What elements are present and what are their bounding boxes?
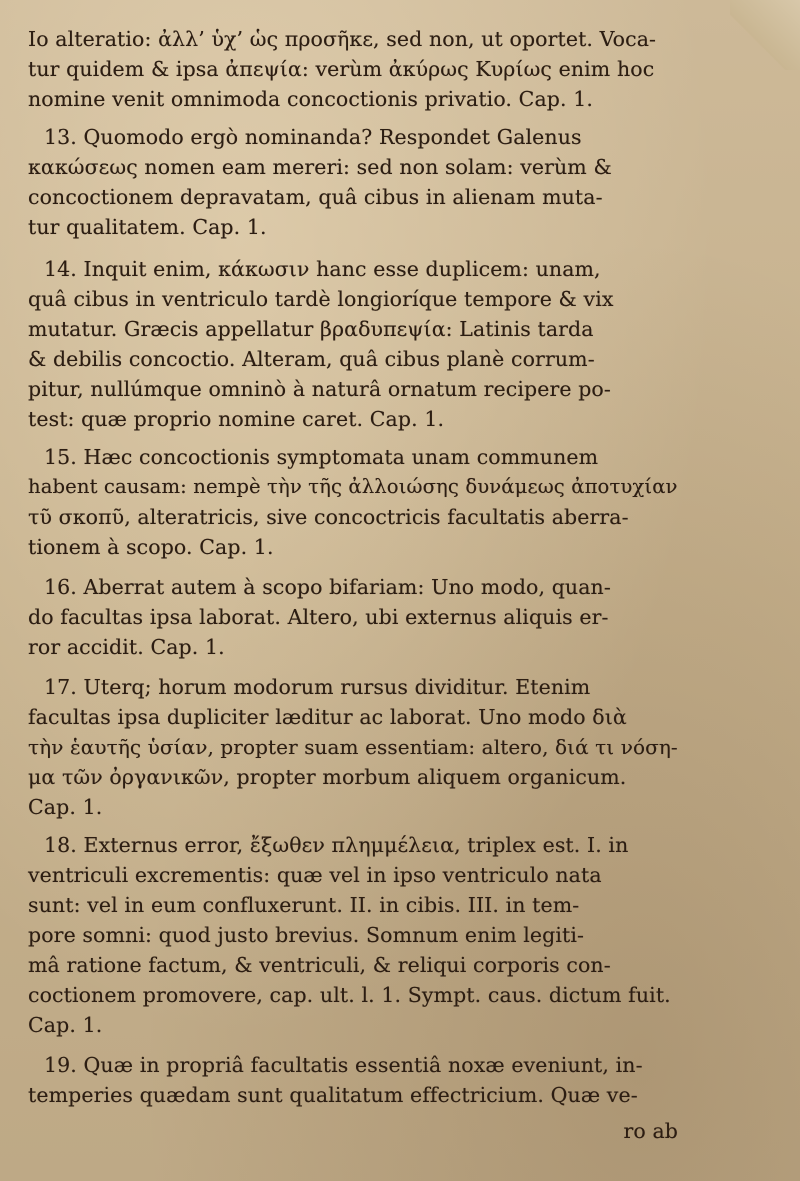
catchword: ro ab	[623, 1119, 678, 1143]
text-line: do facultas ipsa laborat. Altero, ubi externus aliquis er-	[28, 605, 609, 629]
page-corner-fold	[730, 0, 800, 70]
text-line: tur quidem & ipsa ἀπεψία: verùm ἀκύρως Κυρίως enim hoc	[28, 57, 655, 81]
text-line: 15. Hæc concoctionis symptomata unam communem	[44, 445, 599, 469]
text-line: nomine venit omnimoda concoctionis privatio. Cap. 1.	[28, 87, 593, 111]
text-line: 19. Quæ in propriâ facultatis essentiâ noxæ eveniunt, in-	[44, 1053, 643, 1077]
text-line: Cap. 1.	[28, 1013, 103, 1037]
text-line: tur qualitatem. Cap. 1.	[28, 215, 267, 239]
text-line: coctionem promovere, cap. ult. l. 1. Sympt. caus. dictum fuit.	[28, 983, 671, 1007]
text-line: test: quæ proprio nomine caret. Cap. 1.	[28, 407, 445, 431]
text-line: τῦ σκοπῦ, alteratricis, sive concoctricis facultatis aberra-	[28, 505, 629, 529]
text-line: pitur, nullúmque omninò à naturâ ornatum recipere po-	[28, 377, 611, 401]
text-line: 18. Externus error, ἔξωθεν πλημμέλεια, triplex est. I. in	[44, 833, 629, 857]
text-line: 17. Uterq; horum modorum rursus dividitur. Etenim	[44, 675, 591, 699]
text-line: Io alteratio: ἀλλ’ ὑχ’ ὡς προσῆκε, sed non, ut oportet. Voca-	[28, 27, 657, 51]
text-line: μα τῶν ὀργανικῶν, propter morbum aliquem organicum.	[28, 765, 627, 789]
text-line: concoctionem depravatam, quâ cibus in alienam muta-	[28, 185, 603, 209]
text-line: facultas ipsa dupliciter læditur ac laborat. Uno modo διὰ	[28, 705, 627, 729]
text-line: 13. Quomodo ergò nominanda? Respondet Galenus	[44, 125, 582, 149]
text-line: τὴν ἑαυτῆς ὑσίαν, propter suam essentiam: altero, διά τι νόση-	[28, 735, 678, 759]
text-line: tionem à scopo. Cap. 1.	[28, 535, 274, 559]
text-line: κακώσεως nomen eam mereri: sed non solam: verùm &	[28, 155, 612, 179]
text-line: mâ ratione factum, & ventriculi, & reliqui corporis con-	[28, 953, 611, 977]
text-line: 14. Inquit enim, κάκωσιν hanc esse duplicem: unam,	[44, 257, 601, 281]
text-line: & debilis concoctio. Alteram, quâ cibus planè corrum-	[28, 347, 595, 371]
text-line: quâ cibus in ventriculo tardè longioríque tempore & vix	[28, 287, 614, 311]
text-line: temperies quædam sunt qualitatum effectricium. Quæ ve-	[28, 1083, 638, 1107]
text-line: pore somni: quod justo brevius. Somnum enim legiti-	[28, 923, 585, 947]
text-line: mutatur. Græcis appellatur βραδυπεψία: Latinis tarda	[28, 317, 594, 341]
text-line: Cap. 1.	[28, 795, 103, 819]
text-line: habent causam: nempè τὴν τῆς ἀλλοιώσης δυνάμεως ἀποτυχίαν	[28, 475, 678, 498]
text-line: sunt: vel in eum confluxerunt. II. in cibis. III. in tem-	[28, 893, 580, 917]
text-line: ventriculi excrementis: quæ vel in ipso ventriculo nata	[28, 863, 602, 887]
text-line: 16. Aberrat autem à scopo bifariam: Uno modo, quan-	[44, 575, 611, 599]
text-line: ror accidit. Cap. 1.	[28, 635, 225, 659]
